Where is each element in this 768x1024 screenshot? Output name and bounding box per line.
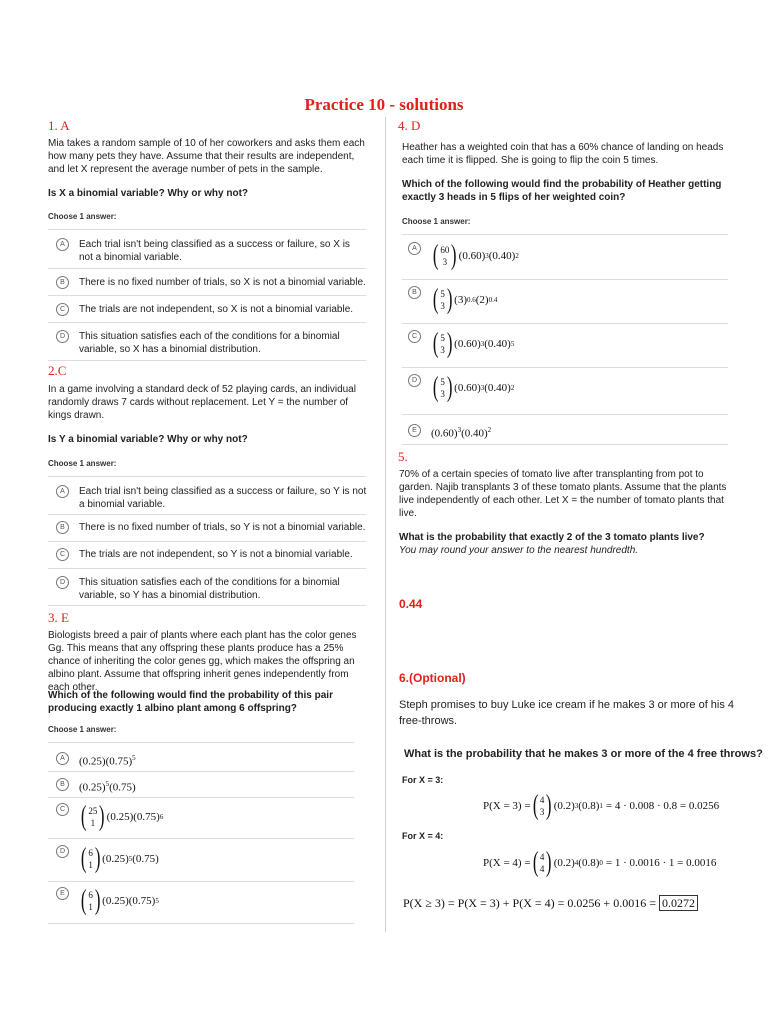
q2-option-d[interactable]: [56, 576, 368, 602]
q5-text: 70% of a certain species of tomato live after transplanting from pot to garden. Najib transplants 3 of these tomato plants. Assume that the plants live independently of each other. Let X = the number of tomato plants that live.: [399, 469, 727, 519]
q5-question: What is the probability that exactly 2 of the 3 tomato plants live?: [399, 532, 705, 543]
q1-option-c[interactable]: [56, 303, 366, 316]
option-letter-badge: E: [408, 424, 421, 437]
separator: [402, 323, 728, 324]
separator: [402, 444, 728, 445]
option-formula: ( 5 3 ) (3) 0.6 (2) 0.4: [432, 284, 498, 315]
option-formula: ( 6 1 ) (0.25) 5 (0.75): [80, 843, 159, 874]
separator: [402, 279, 728, 280]
option-letter-badge: C: [408, 330, 421, 343]
page-title: Practice 10 - solutions: [304, 95, 464, 114]
q1-option-d[interactable]: [56, 330, 366, 356]
q4-number: 4. D: [398, 118, 421, 133]
q6-question: What is the probability that he makes 3 or more of the 4 free throws?: [404, 748, 763, 760]
option-formula: $(0.60)^3(0.40)^2$: [431, 426, 492, 440]
option-formula: ( 60 3 ) (0.60) 3 (0.40) 2: [432, 240, 519, 271]
q6-case-3-label: For X = 3:: [402, 775, 444, 785]
option-letter-badge: B: [56, 778, 69, 791]
option-text: Each trial isn't being classified as a success or failure, so Y is not a binomial variable.: [79, 486, 367, 510]
q4-question: Which of the following would find the probability of Heather getting exactly 3 heads in 5 flips of her weighted coin?: [402, 179, 722, 203]
q3-option-e[interactable]: [56, 887, 159, 915]
separator: [48, 742, 354, 743]
option-text: The trials are not independent, so Y is not a binomial variable.: [79, 549, 353, 560]
q4-option-c[interactable]: [408, 330, 514, 358]
separator: [48, 476, 366, 477]
q2-choose-label: Choose 1 answer:: [48, 459, 117, 468]
option-letter-badge: D: [56, 576, 69, 589]
separator: [48, 923, 354, 924]
q3-option-a[interactable]: [56, 752, 136, 769]
q1-text: Mia takes a random sample of 10 of her coworkers and asks them each how many pets they have. Assume that their results are independent, and let X represent the average number of pets in the sample.: [48, 138, 365, 175]
q4-option-e[interactable]: [408, 424, 491, 441]
q5-hint: You may round your answer to the nearest hundredth.: [399, 545, 639, 556]
q6-text: Steph promises to buy Luke ice cream if he makes 3 or more of his 4 free-throws.: [399, 699, 735, 727]
option-text: There is no fixed number of trials, so X is not a binomial variable.: [79, 277, 366, 288]
option-letter-badge: B: [56, 521, 69, 534]
option-letter-badge: B: [408, 286, 421, 299]
separator: [48, 229, 366, 230]
option-formula: ( 25 1 ) (0.25)(0.75) 6: [80, 801, 164, 832]
option-formula: $(0.25)^5(0.75)$: [79, 780, 136, 794]
q1-option-a[interactable]: [56, 238, 366, 264]
q6-case-4-label: For X = 4:: [402, 831, 444, 841]
option-text: The trials are not independent, so X is not a binomial variable.: [79, 304, 354, 315]
q3-option-b[interactable]: [56, 778, 136, 795]
option-formula: $(0.25)(0.75)^5$: [79, 754, 136, 768]
option-letter-badge: E: [56, 887, 69, 900]
separator: [48, 322, 366, 323]
q4-option-d[interactable]: [408, 374, 514, 402]
option-letter-badge: D: [56, 845, 69, 858]
q4-text: Heather has a weighted coin that has a 60% chance of landing on heads each time it is flipped. She is going to flip the coin 5 times.: [402, 142, 724, 166]
separator: [48, 360, 366, 361]
q3-text: Biologists breed a pair of plants where each plant has the color genes Gg. This means that any offspring these plants produce has a 25% chance of inheriting the color genes gg, which makes the offspring an albino plant. Assume that offspring inherit genes independently from each other.: [48, 630, 357, 693]
option-letter-badge: C: [56, 303, 69, 316]
separator: [48, 797, 354, 798]
q6-equation-3: P(X = 3) = ( 4 3 ) (0.2) 3 (0.8) 1 = 4 · 0.008 · 0.8 = 0.0256: [483, 790, 720, 821]
q6-equation-4: P(X = 4) = ( 4 4 ) (0.2) 4 (0.8) 0 = 1 · 0.0016 · 1 = 0.0016: [483, 847, 717, 878]
q4-choose-label: Choose 1 answer:: [402, 217, 471, 226]
q2-question: Is Y a binomial variable? Why or why not?: [48, 434, 248, 445]
separator: [48, 568, 366, 569]
q1-question: Is X a binomial variable? Why or why not?: [48, 188, 249, 199]
q2-option-b[interactable]: [56, 521, 368, 534]
option-text: This situation satisfies each of the conditions for a binomial variable, so X has a binomial distribution.: [79, 331, 340, 355]
option-formula: ( 5 3 ) (0.60) 3 (0.40) 2: [432, 372, 515, 403]
q1-number: 1. A: [48, 118, 70, 133]
option-formula: ( 6 1 ) (0.25)(0.75) 5: [80, 885, 159, 916]
separator: [402, 414, 728, 415]
separator: [48, 838, 354, 839]
q3-number: 3. E: [48, 610, 69, 625]
q1-choose-label: Choose 1 answer:: [48, 212, 117, 221]
q3-option-d[interactable]: [56, 845, 159, 873]
separator: [402, 367, 728, 368]
separator: [48, 514, 366, 515]
option-letter-badge: D: [56, 330, 69, 343]
separator: [402, 234, 728, 235]
q3-option-c[interactable]: [56, 803, 163, 831]
q2-number: 2.C: [48, 363, 67, 378]
q3-choose-label: Choose 1 answer:: [48, 725, 117, 734]
q2-option-a[interactable]: [56, 485, 368, 511]
q4-option-a[interactable]: [408, 242, 519, 270]
option-text: There is no fixed number of trials, so Y is not a binomial variable.: [79, 522, 366, 533]
q6-final-equation: P(X ≥ 3) = P(X = 3) + P(X = 4) = 0.0256 + 0.0016 = 0.0272: [403, 896, 698, 911]
option-letter-badge: A: [56, 752, 69, 765]
q6-final-answer: 0.0272: [659, 895, 698, 911]
q2-text: In a game involving a standard deck of 52 playing cards, an individual randomly draws 7 cards without replacement. Let Y = the number of kings drawn.: [48, 384, 356, 421]
separator: [48, 881, 354, 882]
q4-option-b[interactable]: [408, 286, 497, 314]
option-letter-badge: A: [408, 242, 421, 255]
option-letter-badge: B: [56, 276, 69, 289]
option-letter-badge: A: [56, 485, 69, 498]
separator: [48, 605, 366, 606]
separator: [48, 295, 366, 296]
option-letter-badge: C: [56, 803, 69, 816]
column-divider: [385, 117, 386, 932]
separator: [48, 771, 354, 772]
q2-option-c[interactable]: [56, 548, 368, 561]
q3-question: Which of the following would find the probability of this pair producing exactly 1 albino plant among 6 offspring?: [48, 690, 333, 714]
option-letter-badge: A: [56, 238, 69, 251]
option-text: This situation satisfies each of the conditions for a binomial variable, so Y has a binomial distribution.: [79, 577, 340, 601]
option-text: Each trial isn't being classified as a success or failure, so X is not a binomial variable.: [79, 239, 350, 263]
q6-number: 6.(Optional): [399, 671, 466, 685]
q5-number: 5.: [398, 449, 408, 464]
option-formula: ( 5 3 ) (0.60) 3 (0.40) 5: [432, 328, 515, 359]
option-letter-badge: C: [56, 548, 69, 561]
option-letter-badge: D: [408, 374, 421, 387]
separator: [48, 541, 366, 542]
q5-answer: 0.44: [399, 597, 423, 611]
q1-option-b[interactable]: [56, 276, 366, 289]
separator: [48, 268, 366, 269]
